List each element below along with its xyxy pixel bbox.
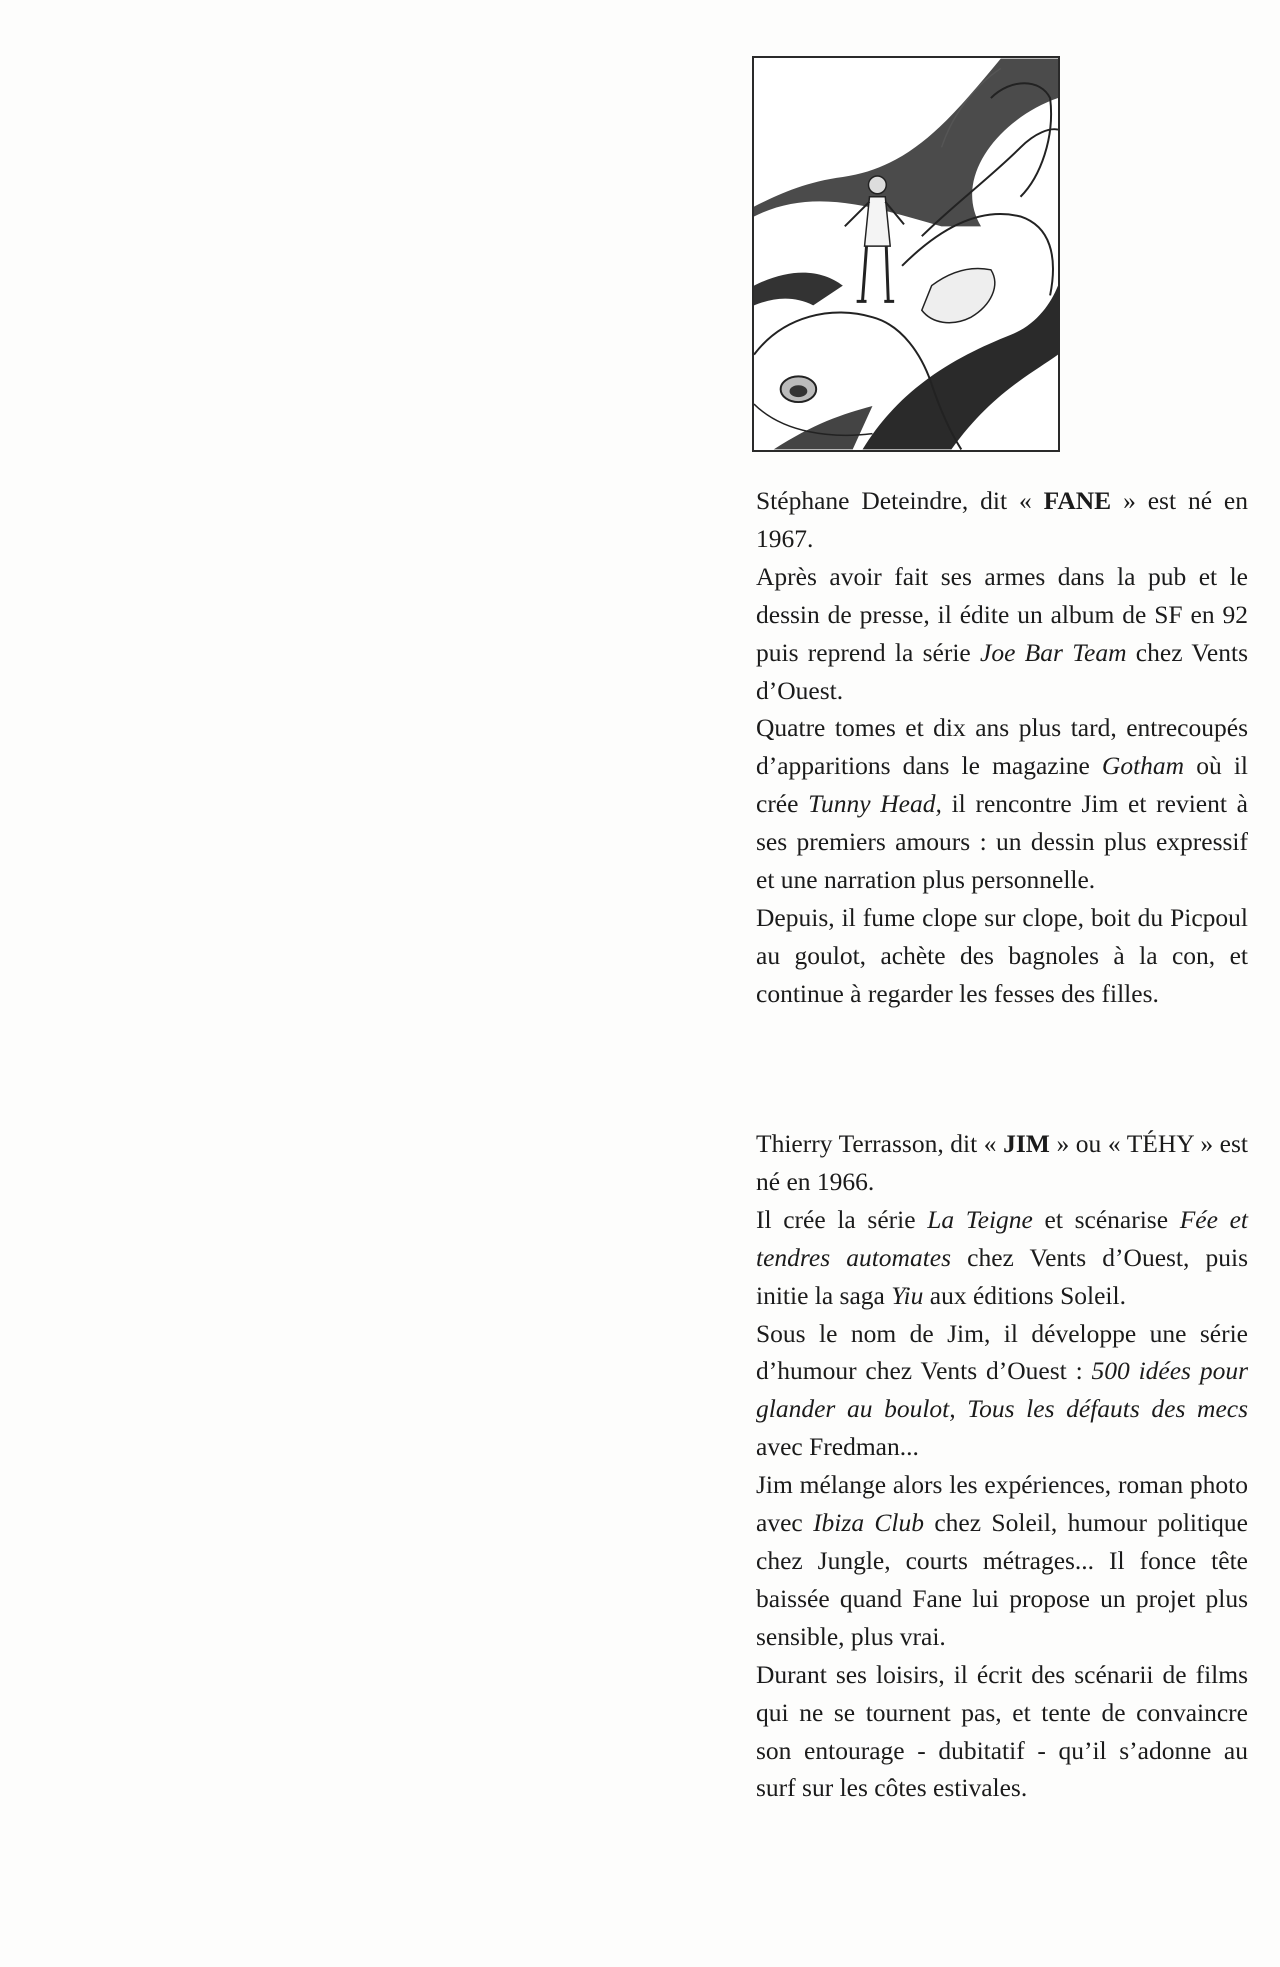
fane-hobbies-paragraph: Depuis, il fume clope sur clope, boit du Picpoul au goulot, achète des bagnoles à la con, et continue à regarder les fesses des filles. [756, 902, 1248, 1008]
jim-humour-paragraph: Sous le nom de Jim, il développe une série d’humour chez Vents d’Ouest : 500 idées pour glander au boulot, Tous les défauts des mecs avec Fredman... [756, 1318, 1249, 1462]
la-teigne-title: La Teigne [927, 1204, 1033, 1234]
tunny-head-title: Tunny Head, [808, 789, 942, 819]
yiu-title: Yiu [891, 1280, 924, 1310]
ibiza-club-title: Ibiza Club [813, 1508, 925, 1538]
fane-biography [756, 482, 1248, 1013]
jim-pen-name: JIM [1003, 1129, 1050, 1158]
fane-meeting-paragraph: Quatre tomes et dix ans plus tard, entrecoupés d’apparitions dans le magazine Gotham où il crée Tunny Head, il rencontre Jim et revient à ses premiers amours : un dessin plus expressif et une narration plus personnelle. [756, 713, 1249, 895]
gotham-title: Gotham [1101, 751, 1185, 781]
jim-experiences-paragraph: Jim mélange alors les expériences, roman photo avec Ibiza Club chez Soleil, humour politique chez Jungle, courts métrages... Il fonce tête baissée quand Fane lui propose un projet plus sensible, plus vrai. [756, 1470, 1248, 1651]
fane-intro-paragraph: Stéphane Deteindre, dit « FANE » est né en 1967. [756, 486, 1249, 553]
fee-et-tendres-automates-title: Fée et tendres automates [756, 1204, 1248, 1272]
500-idees-title: 500 idées pour glander au boulot, [756, 1356, 1248, 1424]
jim-hobbies-paragraph: Durant ses loisirs, il écrit des scénarii de films qui ne se tournent pas, et tente de convaincre son entourage - dubitatif - qu’il s’adonne au surf sur les côtes estivales. [756, 1659, 1248, 1803]
jim-biography [756, 1125, 1248, 1807]
fane-pen-name: FANE [1043, 486, 1112, 515]
figure-standing-in-giant-hand-illustration [754, 58, 1058, 450]
jim-intro-paragraph: Thierry Terrasson, dit « JIM » ou « TÉHY » est né en 1966. [756, 1129, 1248, 1196]
cover-illustration [752, 56, 1060, 452]
fane-career-paragraph: Après avoir fait ses armes dans la pub et le dessin de presse, il édite un album de SF en 92 puis reprend la série Joe Bar Team chez Vents d’Ouest. [756, 561, 1248, 705]
joe-bar-team-title: Joe Bar Team [980, 637, 1127, 667]
tous-les-defauts-title: Tous les défauts des mecs [967, 1394, 1249, 1424]
jim-series-paragraph: Il crée la série La Teigne et scénarise Fée et tendres automates chez Vents d’Ouest, puis initie la saga Yiu aux éditions Soleil. [756, 1204, 1249, 1310]
